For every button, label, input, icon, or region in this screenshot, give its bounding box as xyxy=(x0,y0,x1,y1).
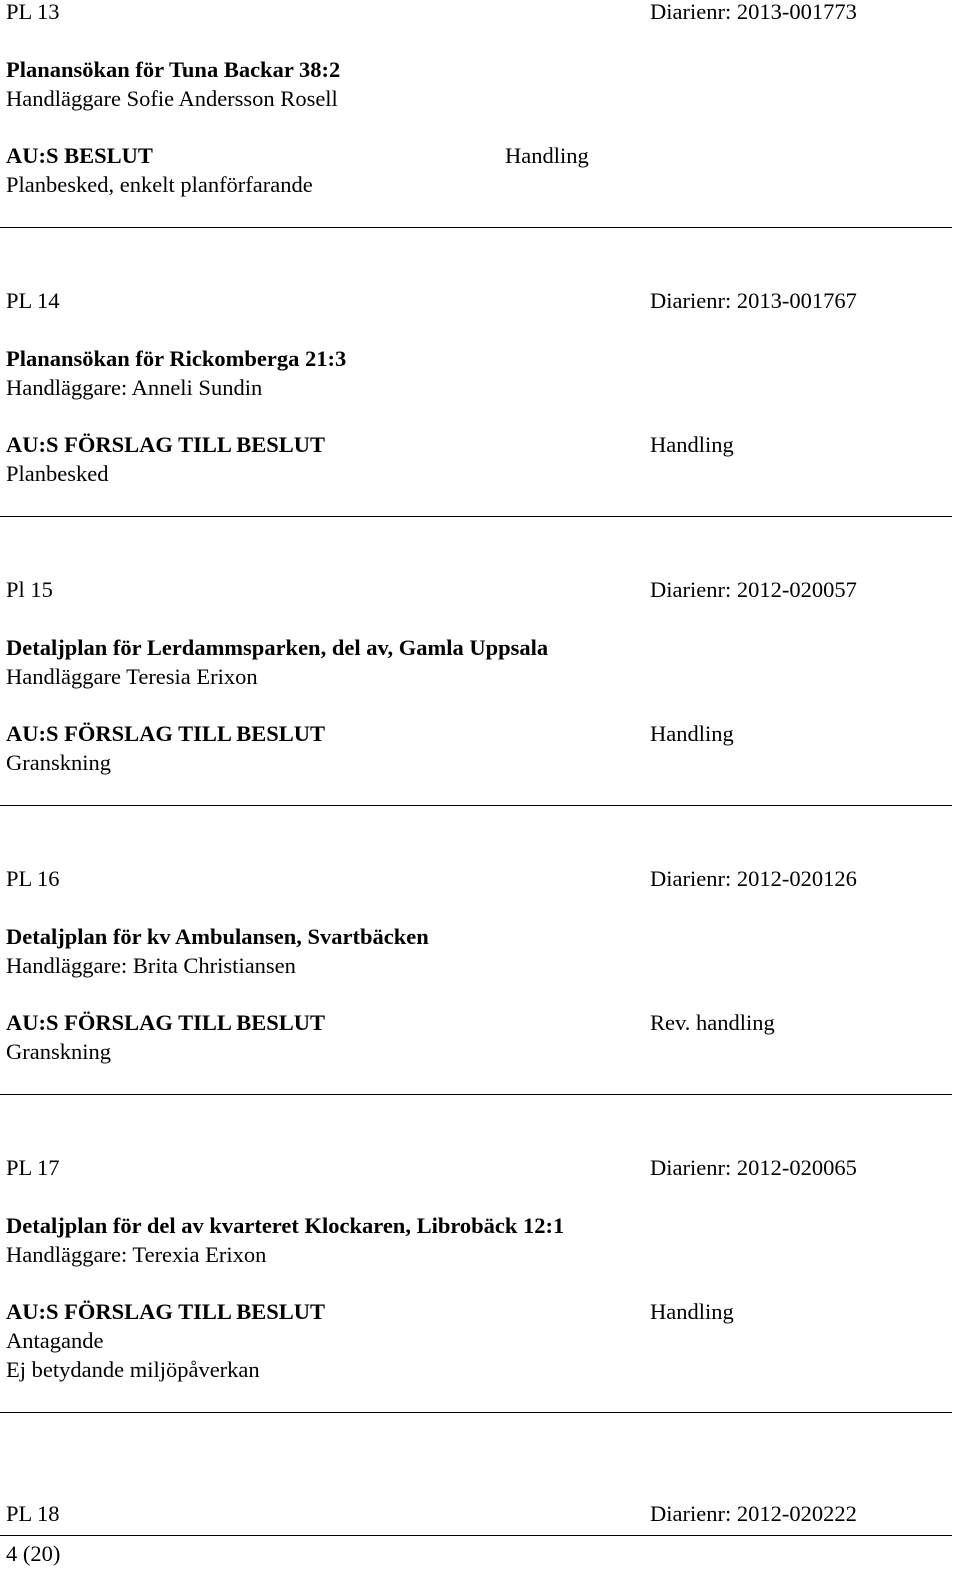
handling-label: Handling xyxy=(650,721,734,746)
section-divider xyxy=(0,227,952,228)
diarienr: Diarienr: 2012-020222 xyxy=(650,1501,857,1526)
diarienr: Diarienr: 2012-020057 xyxy=(650,577,857,602)
handling-label: Handling xyxy=(650,432,734,457)
footer-divider xyxy=(0,1535,952,1536)
item-number: PL 13 xyxy=(6,0,60,24)
handling-label: Handling xyxy=(505,143,589,168)
diarienr: Diarienr: 2012-020126 xyxy=(650,866,857,891)
item-note: Ej betydande miljöpåverkan xyxy=(6,1357,260,1382)
item-number: PL 16 xyxy=(6,866,60,891)
item-note: Granskning xyxy=(6,750,111,775)
item-number: PL 14 xyxy=(6,288,60,313)
handling-label: Handling xyxy=(650,1299,734,1324)
handlaggare: Handläggare: Anneli Sundin xyxy=(6,375,263,400)
section-divider xyxy=(0,516,952,517)
item-number: PL 17 xyxy=(6,1155,60,1180)
decision-heading: AU:S FÖRSLAG TILL BESLUT xyxy=(6,432,326,457)
item-title: Planansökan för Tuna Backar 38:2 xyxy=(6,57,341,82)
item-note: Planbesked xyxy=(6,461,109,486)
item-title: Detaljplan för del av kvarteret Klockaren, Librobäck 12:1 xyxy=(6,1213,565,1238)
item-title: Detaljplan för Lerdammsparken, del av, Gamla Uppsala xyxy=(6,635,549,660)
item-number: PL 18 xyxy=(6,1501,60,1526)
handlaggare: Handläggare: Brita Christiansen xyxy=(6,953,296,978)
decision-heading: AU:S BESLUT xyxy=(6,143,153,168)
item-title: Detaljplan för kv Ambulansen, Svartbäcken xyxy=(6,924,429,949)
handling-label: Rev. handling xyxy=(650,1010,775,1035)
diarienr: Diarienr: 2012-020065 xyxy=(650,1155,857,1180)
section-divider xyxy=(0,1412,952,1413)
diarienr: Diarienr: 2013-001773 xyxy=(650,0,857,24)
decision-heading: AU:S FÖRSLAG TILL BESLUT xyxy=(6,1299,326,1324)
diarienr: Diarienr: 2013-001767 xyxy=(650,288,857,313)
handlaggare: Handläggare: Terexia Erixon xyxy=(6,1242,267,1267)
handlaggare: Handläggare Teresia Erixon xyxy=(6,664,258,689)
item-note: Granskning xyxy=(6,1039,111,1064)
item-note: Antagande xyxy=(6,1328,104,1353)
item-number: Pl 15 xyxy=(6,577,53,602)
section-divider xyxy=(0,805,952,806)
item-title: Planansökan för Rickomberga 21:3 xyxy=(6,346,347,371)
section-divider xyxy=(0,1094,952,1095)
page-number: 4 (20) xyxy=(6,1541,61,1566)
decision-heading: AU:S FÖRSLAG TILL BESLUT xyxy=(6,721,326,746)
item-note: Planbesked, enkelt planförfarande xyxy=(6,172,313,197)
handlaggare: Handläggare Sofie Andersson Rosell xyxy=(6,86,338,111)
decision-heading: AU:S FÖRSLAG TILL BESLUT xyxy=(6,1010,326,1035)
